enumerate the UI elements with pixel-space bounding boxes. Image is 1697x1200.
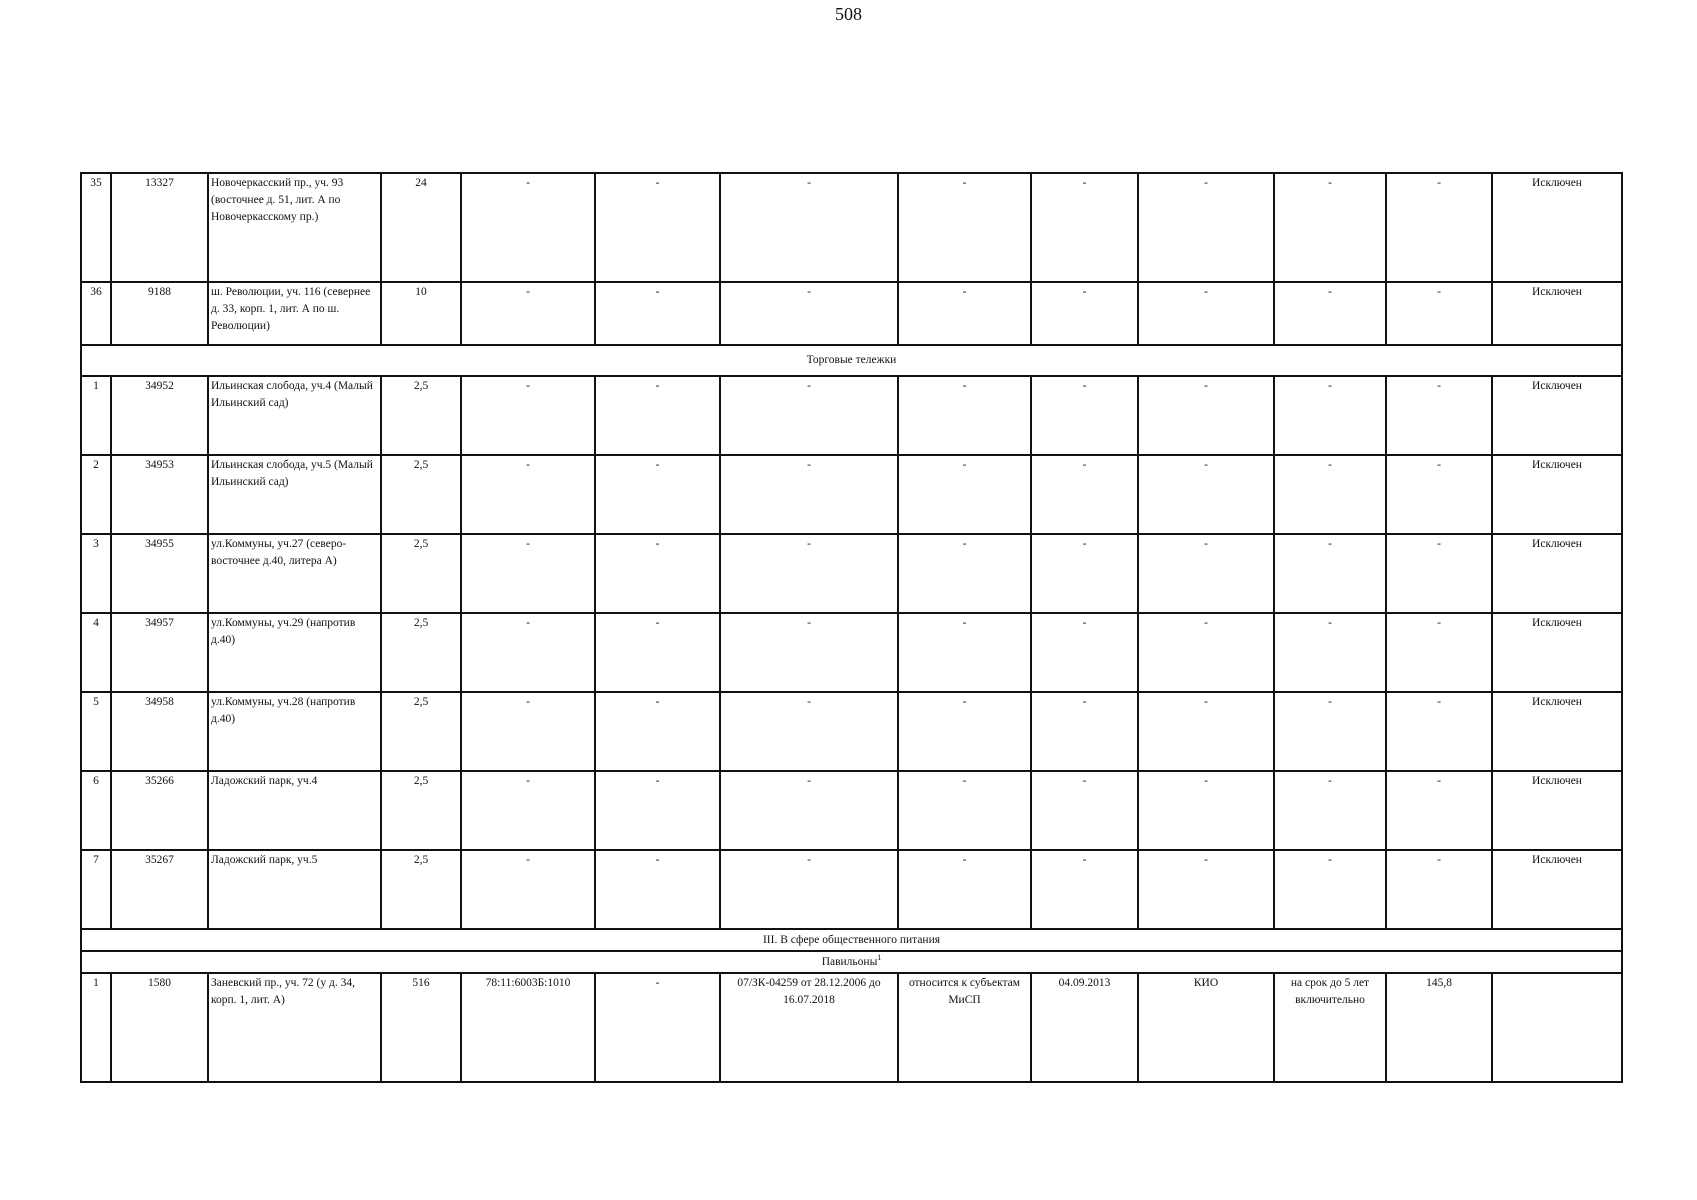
table-cell-n: 4 (81, 613, 111, 692)
section-carts-cell (81, 345, 1622, 376)
table-cell-id: 34958 (111, 692, 208, 771)
table-row (81, 850, 1622, 929)
table-cell-addr: Ладожский парк, уч.5 (208, 850, 381, 929)
table-cell-id: 34955 (111, 534, 208, 613)
table-cell-c10: - (1138, 771, 1274, 850)
table-row (81, 534, 1622, 613)
table-cell-id: 34953 (111, 455, 208, 534)
table-cell-area: 24 (381, 173, 461, 282)
table-cell-addr: ул.Коммуны, уч.27 (северо-восточнее д.40, литера А) (208, 534, 381, 613)
table-cell-c7: - (720, 613, 898, 692)
table-cell-c8: - (898, 173, 1031, 282)
table-cell-c8: - (898, 455, 1031, 534)
table-cell-c7: - (720, 850, 898, 929)
table-cell-area: 2,5 (381, 850, 461, 929)
table-cell-c11: - (1274, 613, 1386, 692)
table-cell-c6: - (595, 613, 720, 692)
table-cell-c8: - (898, 850, 1031, 929)
page-number: 508 (835, 4, 862, 24)
table-cell-c12: - (1386, 282, 1492, 345)
table-cell-addr: ул.Коммуны, уч.29 (напротив д.40) (208, 613, 381, 692)
table-cell-c5: - (461, 534, 595, 613)
table-cell-id: 35266 (111, 771, 208, 850)
table-cell-c12: - (1386, 534, 1492, 613)
table-cell-c9: - (1031, 771, 1138, 850)
table-cell-status: Исключен (1492, 534, 1622, 613)
table-cell-c7: - (720, 771, 898, 850)
table-cell-c9: - (1031, 282, 1138, 345)
table-cell-addr: Заневский пр., уч. 72 (у д. 34, корп. 1, лит. А) (208, 973, 381, 1082)
table-cell-c7: - (720, 173, 898, 282)
table-cell-addr: Ильинская слобода, уч.4 (Малый Ильинский сад) (208, 376, 381, 455)
table-cell-c6: - (595, 973, 720, 1082)
table-cell-n: 6 (81, 771, 111, 850)
table-cell-org: КИО (1138, 973, 1274, 1082)
table-cell-c9: - (1031, 850, 1138, 929)
table-cell-n: 5 (81, 692, 111, 771)
table-cell-term: на срок до 5 лет включительно (1274, 973, 1386, 1082)
table-cell-c6: - (595, 850, 720, 929)
table-cell-c11: - (1274, 771, 1386, 850)
table-cell-c9: - (1031, 173, 1138, 282)
table-row (81, 692, 1622, 771)
section-carts (81, 345, 1622, 376)
table-cell-c6: - (595, 173, 720, 282)
table-cell-c9: - (1031, 534, 1138, 613)
table-cell-c12: - (1386, 613, 1492, 692)
section-carts-title: Торговые тележки (806, 354, 897, 366)
table-cell-id: 1580 (111, 973, 208, 1082)
table-row (81, 173, 1622, 282)
table-cell-c7: - (720, 692, 898, 771)
table-cell-status: Исключен (1492, 455, 1622, 534)
table-cell-area: 2,5 (381, 534, 461, 613)
table-cell-status: Исключен (1492, 692, 1622, 771)
table-cell-c11: - (1274, 282, 1386, 345)
table-row (81, 771, 1622, 850)
table-cell-area: 2,5 (381, 455, 461, 534)
table-cell-c5: - (461, 282, 595, 345)
table-cell-c8: - (898, 692, 1031, 771)
table-cell-c7: - (720, 282, 898, 345)
table-cell-id: 13327 (111, 173, 208, 282)
table-cell-cadastre: 78:11:6003Б:1010 (461, 973, 595, 1082)
table-cell-c12: - (1386, 692, 1492, 771)
table-cell-c10: - (1138, 692, 1274, 771)
table-cell-status: Исключен (1492, 376, 1622, 455)
table-cell-status: Исключен (1492, 850, 1622, 929)
table-cell-c8: - (898, 282, 1031, 345)
table-cell-c5: - (461, 455, 595, 534)
table-cell-area: 2,5 (381, 376, 461, 455)
section-pavilions-cell (81, 951, 1622, 973)
table-cell-c11: - (1274, 850, 1386, 929)
table-cell-c5: - (461, 692, 595, 771)
table-cell-c8: - (898, 613, 1031, 692)
table-cell-c10: - (1138, 455, 1274, 534)
table-cell-c10: - (1138, 850, 1274, 929)
table-cell-c8: - (898, 771, 1031, 850)
table-cell-status: Исключен (1492, 282, 1622, 345)
table-cell-addr: ул.Коммуны, уч.28 (напротив д.40) (208, 692, 381, 771)
table-row (81, 455, 1622, 534)
table-cell-id: 9188 (111, 282, 208, 345)
table-cell-c10: - (1138, 613, 1274, 692)
table-cell-n: 2 (81, 455, 111, 534)
table-cell-c5: - (461, 376, 595, 455)
table-cell-c7: - (720, 534, 898, 613)
table-cell-c10: - (1138, 534, 1274, 613)
table-cell-status (1492, 973, 1622, 1082)
table-cell-c6: - (595, 534, 720, 613)
table-cell-c10: - (1138, 376, 1274, 455)
table-cell-area: 2,5 (381, 692, 461, 771)
table-cell-c8: - (898, 534, 1031, 613)
table-cell-n: 36 (81, 282, 111, 345)
table-cell-n: 3 (81, 534, 111, 613)
table-cell-c6: - (595, 771, 720, 850)
table-cell-c12: - (1386, 376, 1492, 455)
table-cell-n: 1 (81, 376, 111, 455)
table-cell-c9: - (1031, 613, 1138, 692)
table-cell-n: 1 (81, 973, 111, 1082)
table-cell-id: 34957 (111, 613, 208, 692)
table-cell-addr: Ладожский парк, уч.4 (208, 771, 381, 850)
table-cell-c9: - (1031, 692, 1138, 771)
table-cell-val: 145,8 (1386, 973, 1492, 1082)
registry-table (80, 172, 1623, 1083)
table-cell-c9: - (1031, 455, 1138, 534)
table-cell-id: 35267 (111, 850, 208, 929)
table-cell-area: 516 (381, 973, 461, 1082)
table-row (81, 973, 1622, 1082)
table-cell-c7: - (720, 455, 898, 534)
table-cell-c7: - (720, 376, 898, 455)
table-cell-c12: - (1386, 455, 1492, 534)
table-cell-c6: - (595, 692, 720, 771)
table-cell-c6: - (595, 282, 720, 345)
table-cell-c11: - (1274, 455, 1386, 534)
section-food-title: III. В сфере общественного питания (762, 934, 941, 946)
table-cell-c5: - (461, 173, 595, 282)
table-row (81, 613, 1622, 692)
table-cell-contract: 07/ЗК-04259 от 28.12.2006 до 16.07.2018 (720, 973, 898, 1082)
table-cell-category: относится к субъектам МиСП (898, 973, 1031, 1082)
section-pavilions-title: Павильоны (821, 956, 878, 968)
table-cell-n: 35 (81, 173, 111, 282)
table-cell-c10: - (1138, 282, 1274, 345)
table-cell-c6: - (595, 376, 720, 455)
table-cell-c11: - (1274, 534, 1386, 613)
table-row (81, 376, 1622, 455)
table-cell-c11: - (1274, 376, 1386, 455)
section-pavilions (81, 951, 1622, 973)
table-row (81, 282, 1622, 345)
table-cell-id: 34952 (111, 376, 208, 455)
table-cell-c5: - (461, 613, 595, 692)
table-cell-c6: - (595, 455, 720, 534)
table-cell-c5: - (461, 771, 595, 850)
table-cell-addr: ш. Революции, уч. 116 (севернее д. 33, корп. 1, лит. А по ш. Революции) (208, 282, 381, 345)
table-cell-n: 7 (81, 850, 111, 929)
section-food-cell (81, 929, 1622, 951)
table-cell-c9: - (1031, 376, 1138, 455)
table-cell-c12: - (1386, 771, 1492, 850)
section-pavilions-footnote-mark: 1 (877, 953, 882, 963)
table-cell-c12: - (1386, 850, 1492, 929)
table-cell-c11: - (1274, 692, 1386, 771)
section-food (81, 929, 1622, 951)
table-cell-area: 2,5 (381, 771, 461, 850)
table-cell-c10: - (1138, 173, 1274, 282)
table-cell-c8: - (898, 376, 1031, 455)
table-cell-c5: - (461, 850, 595, 929)
table-cell-addr: Новочеркасский пр., уч. 93 (восточнее д. 51, лит. А по Новочеркасскому пр.) (208, 173, 381, 282)
table-cell-addr: Ильинская слобода, уч.5 (Малый Ильинский сад) (208, 455, 381, 534)
table-cell-area: 10 (381, 282, 461, 345)
table-cell-c11: - (1274, 173, 1386, 282)
table-cell-status: Исключен (1492, 771, 1622, 850)
table-cell-date: 04.09.2013 (1031, 973, 1138, 1082)
table-cell-area: 2,5 (381, 613, 461, 692)
table-cell-status: Исключен (1492, 613, 1622, 692)
table-cell-status: Исключен (1492, 173, 1622, 282)
table-cell-c12: - (1386, 173, 1492, 282)
